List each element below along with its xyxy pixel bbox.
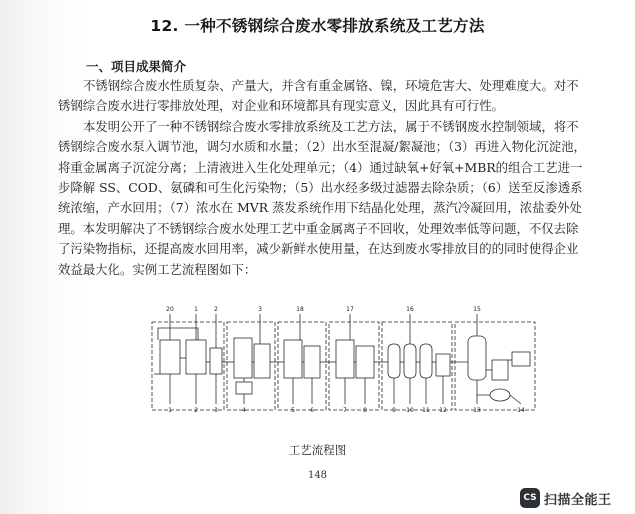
paragraph-2-line-4: 步降解 SS、COD、氨磷和可生化污染物；（5）出水经多级过滤器去除杂质；（6）送至反渗透系 <box>58 179 583 195</box>
diagram-label-bottom: 12 <box>439 407 447 414</box>
tank <box>234 338 252 378</box>
page-number: 148 <box>307 470 328 481</box>
paragraph-1-line-1: 不锈钢综合废水性质复杂、产量大，并含有重金属铬、镍，环境危害大、处理难度大。对不 <box>83 78 579 93</box>
camscanner-logo-icon: CS <box>520 488 540 508</box>
tank <box>336 340 354 378</box>
tank <box>186 340 206 374</box>
diagram-label-top: 15 <box>473 306 481 313</box>
diagram-label-bottom: 4 <box>242 407 246 414</box>
diagram-label-bottom: 6 <box>310 407 314 414</box>
diagram-label-top: 2 <box>214 306 218 313</box>
paragraph-2-line-2: 锈钢综合废水泵入调节池，调匀水质和水量；（2）出水至混凝/絮凝池；（3）再进入物化沉淀池， <box>58 139 586 155</box>
figure-caption: 工艺流程图 <box>288 443 347 457</box>
diagram-label-bottom: 2 <box>194 407 198 414</box>
watermark-text: 扫描全能王 <box>544 492 612 508</box>
diagram-label-bottom: 9 <box>392 407 396 414</box>
tank <box>236 382 252 394</box>
diagram-label-top: 18 <box>296 306 304 313</box>
filter-column <box>388 344 400 378</box>
diagram-label-top: 20 <box>166 306 174 313</box>
tank <box>210 348 222 374</box>
diagram-label-top: 16 <box>406 306 414 313</box>
scanner-watermark <box>520 488 612 508</box>
diagram-label-bottom: 14 <box>517 407 525 414</box>
unit-boundary <box>382 322 452 410</box>
paragraph-2-line-5: 统浓缩，产水回用；（7）浓水在 MVR 蒸发系统作用下结晶化处理，蒸汽冷凝回用，浓盐委外处 <box>58 200 582 216</box>
diagram-label-bottom: 10 <box>406 407 414 414</box>
diagram-label-top: 1 <box>194 306 198 313</box>
diagram-label-bottom: 11 <box>422 407 430 414</box>
diagram-label-bottom: 13 <box>473 407 481 414</box>
condensate-tank <box>490 389 510 401</box>
diagram-label-bottom: 7 <box>343 407 347 414</box>
diagram-label-top: 3 <box>258 306 262 313</box>
pipe <box>158 328 198 340</box>
diagram-label-bottom: 1 <box>168 407 172 414</box>
unit-boundary <box>152 322 224 410</box>
compressor <box>512 352 530 366</box>
diagram-label-bottom: 8 <box>363 407 367 414</box>
paragraph-2-line-6: 理。本发明解决了不锈钢综合废水处理工艺中重金属离子不回收，处理效率低等问题，不仅去除 <box>58 220 579 236</box>
paragraph-2-line-3: 将重金属离子沉淀分离；上清液进入生化处理单元；（4）通过缺氧+好氧+MBR的组合工艺进一 <box>58 159 583 175</box>
process-flow-diagram <box>150 300 540 430</box>
filter-column <box>420 344 432 378</box>
diagram-label-bottom: 5 <box>291 407 295 414</box>
tank <box>160 340 180 374</box>
body-text <box>58 76 618 280</box>
diagram-label-bottom: 3 <box>214 407 218 414</box>
document-title: 12. 一种不锈钢综合废水零排放系统及工艺方法 <box>150 17 485 35</box>
evaporator <box>468 336 486 380</box>
tank <box>304 346 320 378</box>
tank <box>356 346 374 378</box>
ro-module <box>436 354 450 376</box>
paragraph-2-line-1: 本发明公开了一种不锈钢综合废水零排放系统及工艺方法，属于不锈钢废水控制领域，将不 <box>83 118 579 134</box>
diagram-label-top: 17 <box>346 306 354 313</box>
tank <box>284 340 302 378</box>
paragraph-2-line-8: 效益最大化。实例工艺流程图如下： <box>58 261 257 277</box>
paragraph-1-line-2: 锈钢综合废水进行零排放处理，对企业和环境都具有现实意义，因此具有可行性。 <box>58 98 505 114</box>
tank <box>254 344 270 378</box>
paragraph-2-line-7: 了污染物指标，还提高废水回用率，减少新鲜水使用量，在达到废水零排放目的的同时使得企业 <box>58 241 579 257</box>
filter-column <box>404 344 416 378</box>
section-heading: 一、项目成果简介 <box>86 59 187 74</box>
pipe <box>477 380 490 395</box>
leader-line <box>510 395 521 404</box>
separator <box>492 360 508 380</box>
